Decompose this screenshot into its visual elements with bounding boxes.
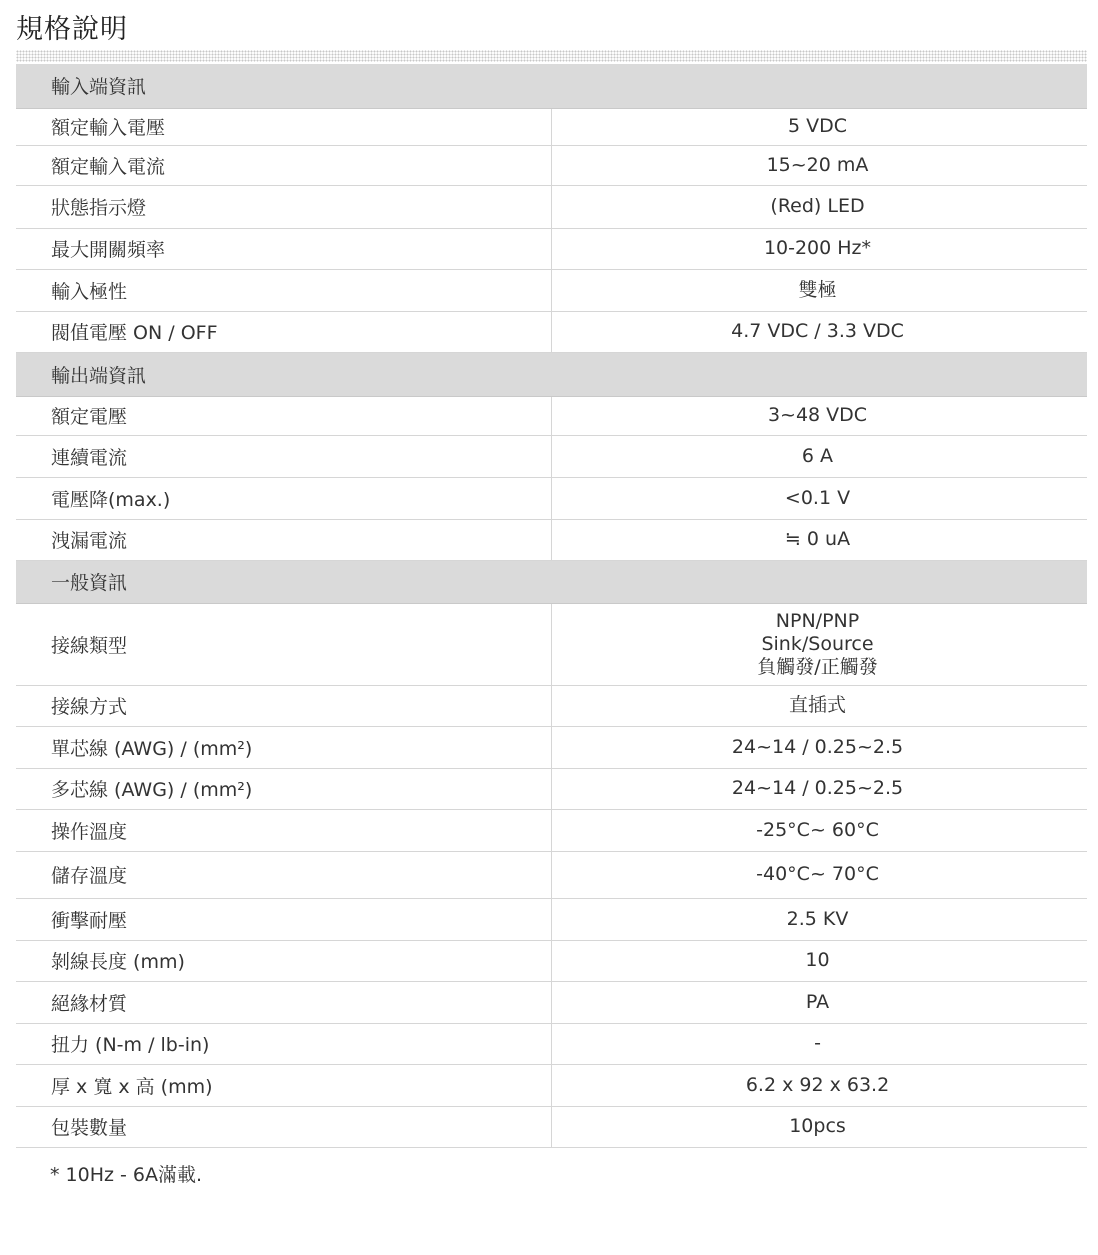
spec-value: 24~14 / 0.25~2.5 xyxy=(552,726,1088,768)
spec-label: 洩漏電流 xyxy=(16,519,552,560)
spec-value: 3~48 VDC xyxy=(552,396,1088,435)
spec-row xyxy=(16,1064,1087,1106)
spec-value: -40°C~ 70°C xyxy=(552,851,1088,898)
spec-value: 6 A xyxy=(552,435,1088,477)
spec-row xyxy=(16,768,1087,809)
spec-label: 閥值電壓 ON / OFF xyxy=(16,311,552,352)
spec-label: 額定電壓 xyxy=(16,396,552,435)
spec-row xyxy=(16,726,1087,768)
spec-value: 直插式 xyxy=(552,685,1088,726)
spec-row xyxy=(16,228,1087,269)
section-title: 輸入端資訊 xyxy=(16,64,1087,108)
spec-label: 絕緣材質 xyxy=(16,981,552,1023)
spec-row xyxy=(16,185,1087,228)
spec-label: 包裝數量 xyxy=(16,1106,552,1147)
spec-label: 單芯線 (AWG) / (mm²) xyxy=(16,726,552,768)
spec-value: - xyxy=(552,1023,1088,1064)
spec-value: 24~14 / 0.25~2.5 xyxy=(552,768,1088,809)
spec-label: 剝線長度 (mm) xyxy=(16,940,552,981)
spec-label: 厚 x 寬 x 高 (mm) xyxy=(16,1064,552,1106)
spec-value: 10pcs xyxy=(552,1106,1088,1147)
spec-label: 儲存溫度 xyxy=(16,851,552,898)
spec-row xyxy=(16,851,1087,898)
page-title: 規格說明 xyxy=(16,14,128,45)
spec-row xyxy=(16,108,1087,145)
spec-value: 2.5 KV xyxy=(552,898,1088,940)
spec-label: 狀態指示燈 xyxy=(16,185,552,228)
spec-value: -25°C~ 60°C xyxy=(552,809,1088,851)
spec-label: 電壓降(max.) xyxy=(16,477,552,519)
spec-value: 6.2 x 92 x 63.2 xyxy=(552,1064,1088,1106)
footnote: * 10Hz - 6A滿載. xyxy=(50,1164,203,1186)
spec-value: (Red) LED xyxy=(552,185,1088,228)
spec-value: NPN/PNP Sink/Source 負觸發/正觸發 xyxy=(552,603,1088,685)
spec-row xyxy=(16,1106,1087,1147)
section-header-input xyxy=(16,64,1087,108)
spec-value: <0.1 V xyxy=(552,477,1088,519)
spec-value: 5 VDC xyxy=(552,108,1088,145)
spec-row xyxy=(16,145,1087,185)
spec-row xyxy=(16,685,1087,726)
spec-row xyxy=(16,898,1087,940)
section-title: 一般資訊 xyxy=(16,560,1087,603)
spec-label: 扭力 (N-m / lb-in) xyxy=(16,1023,552,1064)
spec-row xyxy=(16,940,1087,981)
spec-row xyxy=(16,809,1087,851)
spec-row xyxy=(16,477,1087,519)
spec-row xyxy=(16,435,1087,477)
spec-row xyxy=(16,603,1087,685)
spec-row xyxy=(16,311,1087,352)
spec-label: 額定輸入電流 xyxy=(16,145,552,185)
spec-row xyxy=(16,519,1087,560)
spec-row xyxy=(16,269,1087,311)
spec-row xyxy=(16,1023,1087,1064)
spec-value: 4.7 VDC / 3.3 VDC xyxy=(552,311,1088,352)
spec-label: 最大開關頻率 xyxy=(16,228,552,269)
spec-label: 連續電流 xyxy=(16,435,552,477)
spec-table xyxy=(16,64,1087,1148)
dotted-divider xyxy=(16,50,1087,62)
spec-value: 10 xyxy=(552,940,1088,981)
spec-label: 輸入極性 xyxy=(16,269,552,311)
spec-value: 10-200 Hz* xyxy=(552,228,1088,269)
spec-label: 衝擊耐壓 xyxy=(16,898,552,940)
spec-value: ≒ 0 uA xyxy=(552,519,1088,560)
spec-row xyxy=(16,981,1087,1023)
section-header-general xyxy=(16,560,1087,603)
spec-label: 接線方式 xyxy=(16,685,552,726)
spec-label: 接線類型 xyxy=(16,603,552,685)
spec-value: 雙極 xyxy=(552,269,1088,311)
spec-label: 多芯線 (AWG) / (mm²) xyxy=(16,768,552,809)
spec-value: PA xyxy=(552,981,1088,1023)
spec-row xyxy=(16,396,1087,435)
spec-label: 額定輸入電壓 xyxy=(16,108,552,145)
spec-value: 15~20 mA xyxy=(552,145,1088,185)
spec-label: 操作溫度 xyxy=(16,809,552,851)
section-title: 輸出端資訊 xyxy=(16,352,1087,396)
section-header-output xyxy=(16,352,1087,396)
